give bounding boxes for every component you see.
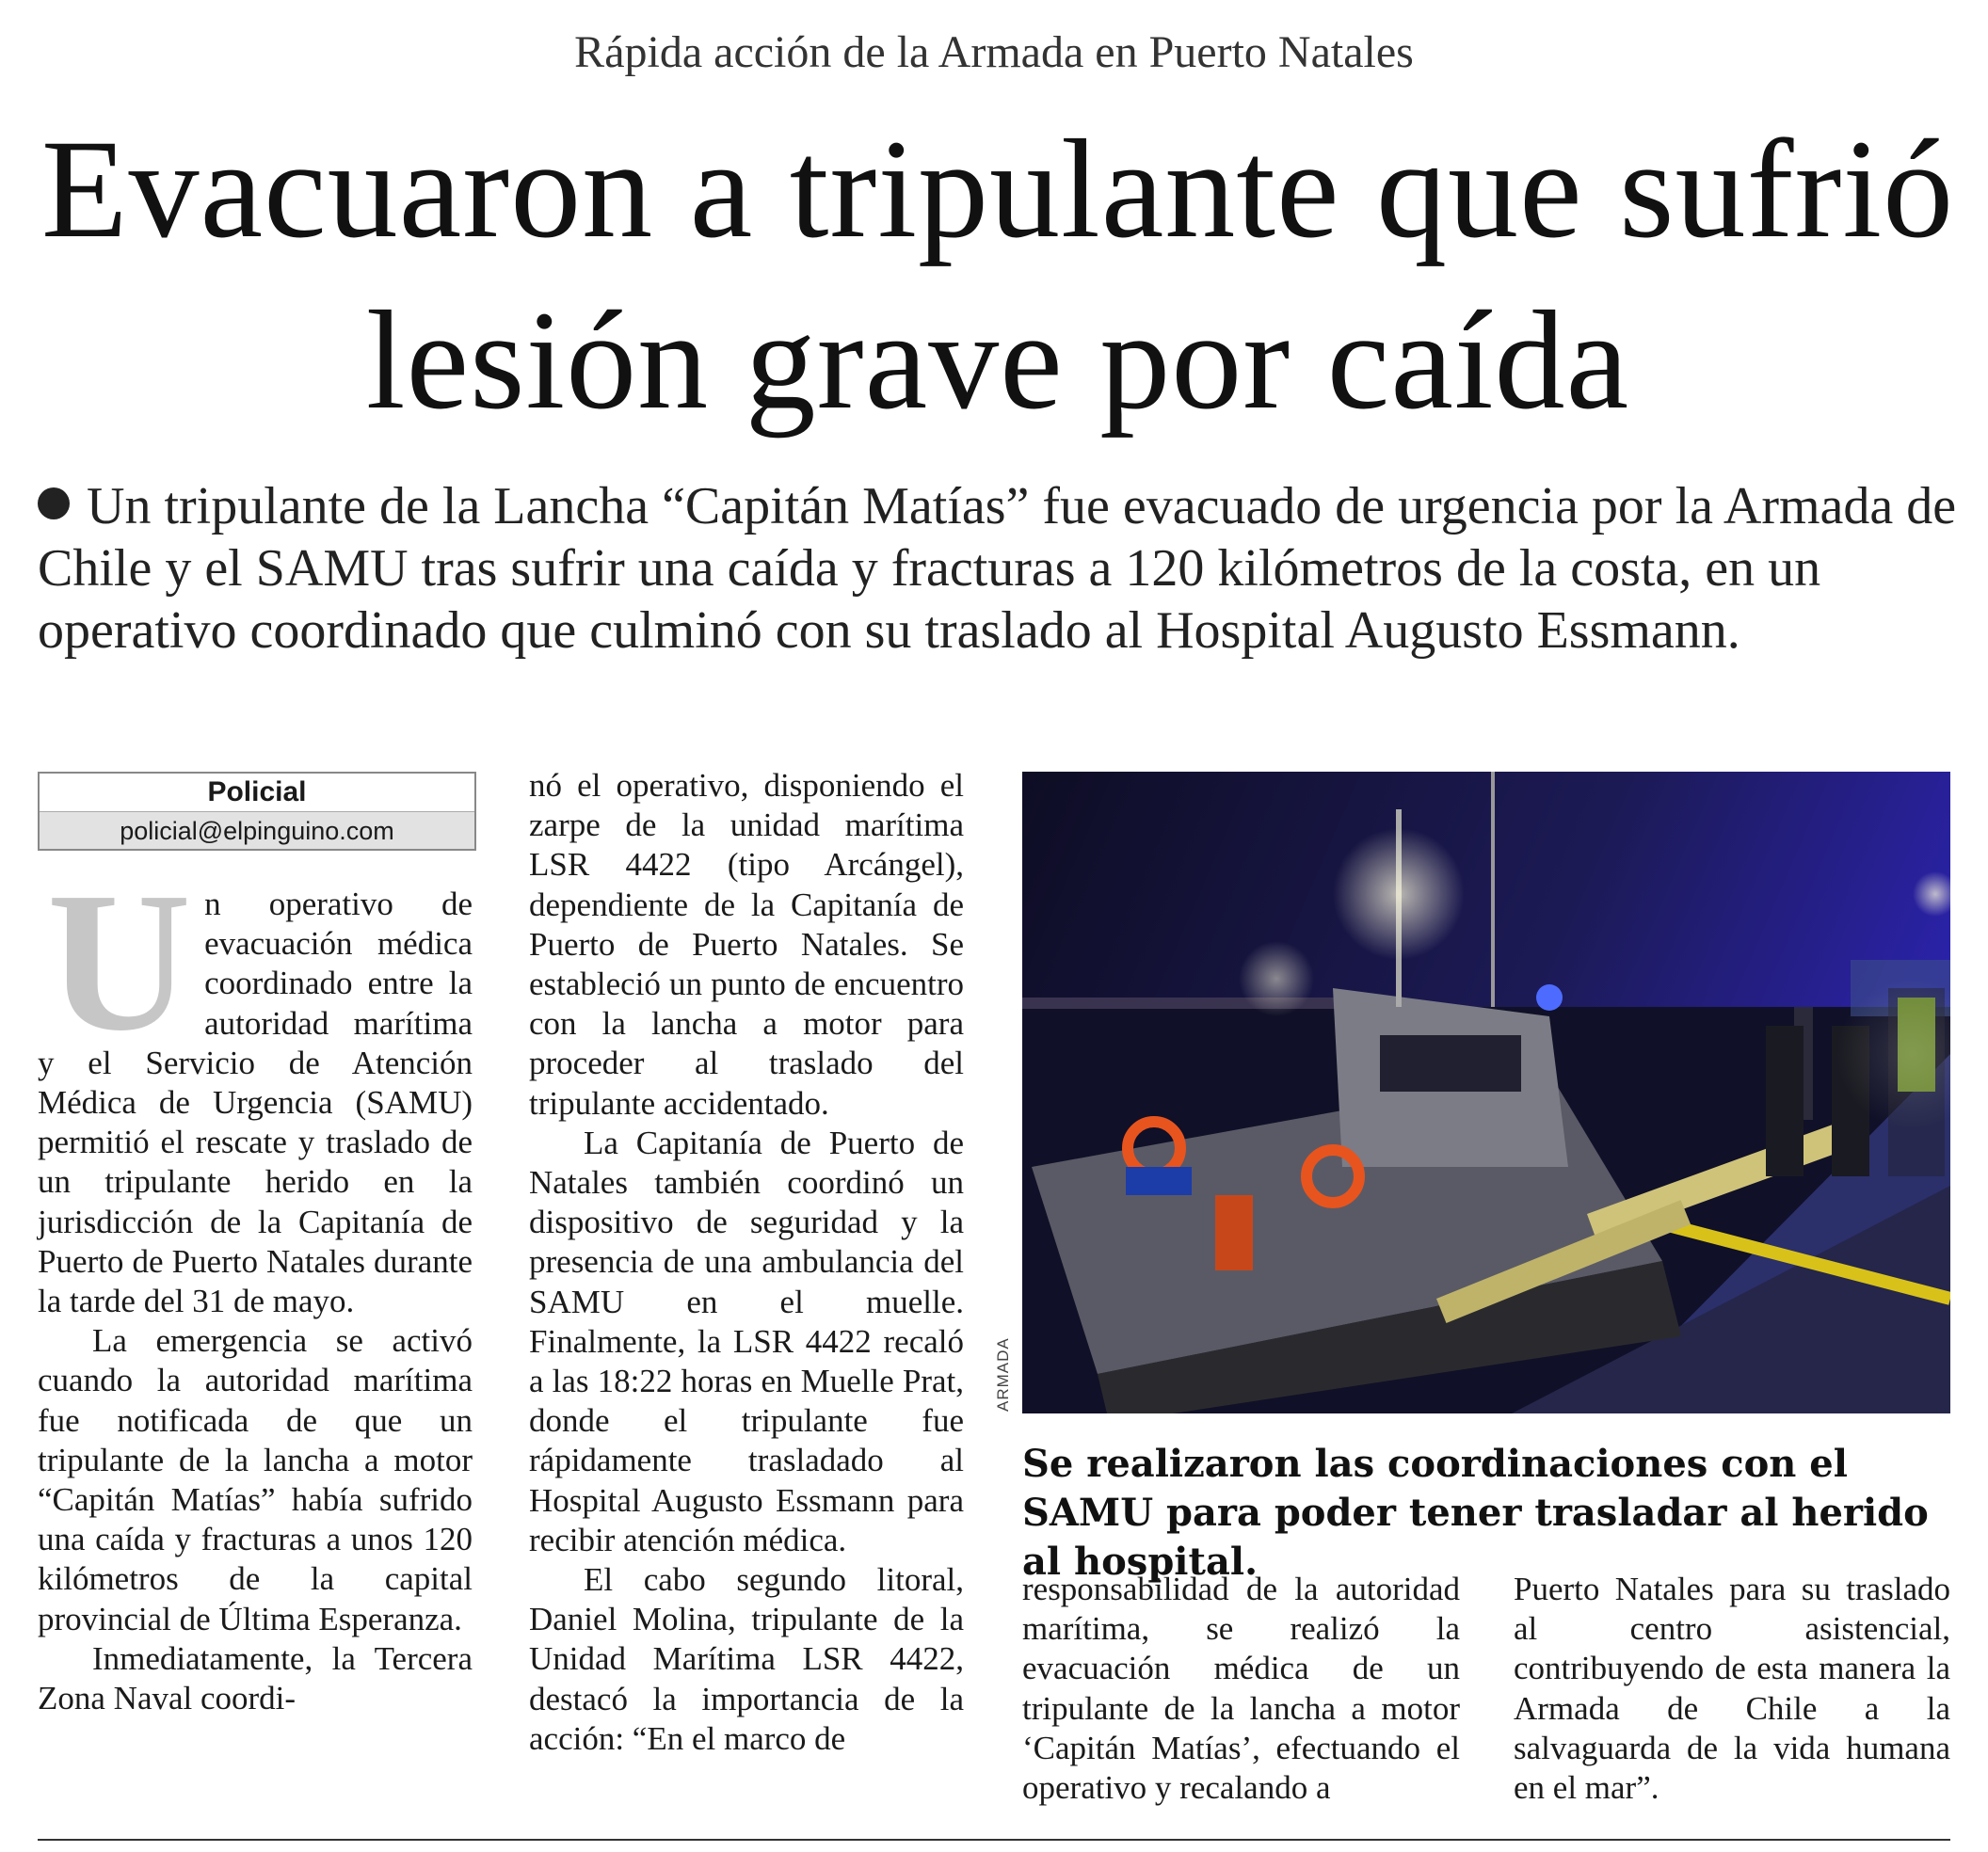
byline-email[interactable]: policial@elpinguino.com [120,817,394,845]
news-photo [1022,772,1950,1413]
paragraph-5-cont: responsabilidad de la autoridad marítima, se realizó la evacuación médica de un tripulante de la lancha a motor ‘Capitán Matías’, efectuando el operativo y recalando a [1022,1571,1460,1807]
paragraph-2: La emergencia se activó cuando la autoridad marítima fue notificada de que un tripulante de la lancha a motor “Capitán Matías” había sufrido una caída y fracturas a unos 120 kilómetros de la capital provincial de Última Esperanza. [38,1322,473,1637]
paragraph-5-start: El cabo segundo litoral, Daniel Molina, tripulante de la Unidad Marítima LSR 4422, destacó la importancia de la acción: “En el marco de [529,1561,964,1757]
kicker: Rápida acción de la Armada en Puerto Natales [574,27,1414,77]
photo-caption: Se realizaron las coordinaciones con el SAMU para poder tener trasladar al herido al hospital. [1022,1442,1929,1584]
lede [38,475,1958,662]
paragraph-5-end: Puerto Natales para su traslado al centro asistencial, contribuyendo de esta manera la Armada de Chile a la salvaguarda de la vida humana en el mar”. [1514,1571,1950,1807]
byline-section: Policial [40,774,474,812]
lede-text: Un tripulante de la Lancha “Capitán Matías” fue evacuado de urgencia por la Armada de Chile y el SAMU tras sufrir una caída y fracturas a 120 kilómetros de la costa, en un operativo coordinado que culminó con su traslado al Hospital Augusto Essmann. [38,477,1957,660]
bottom-rule [38,1839,1950,1841]
article-column-4 [1514,1570,1950,1808]
photo-credit: ARMADA [994,1337,1012,1412]
paragraph-1: Un operativo de evacuación médica coordinado entre la autoridad marítima y el Servicio de Atención Médica de Urgencia (SAMU) permitió el rescate y traslado de un tripulante herido en la jurisdicción de la Capitanía de Puerto de Puerto Natales durante la tarde del 31 de mayo. [38,851,473,1320]
photo-rescue-boat-illustration [1022,772,1950,1413]
paragraph-3-start: Inmediatamente, la Tercera Zona Naval coordi- [38,1639,473,1717]
paragraph-3-cont: nó el operativo, disponiendo el zarpe de la unidad marítima LSR 4422 (tipo Arcángel), dependiente de la Capitanía de Puerto de Puerto Natales. Se estableció un punto de encuentro con la lancha a motor para proceder al traslado del tripulante accidentado. [529,767,964,1122]
article-column-2 [529,766,964,1759]
bullet-dot-icon [38,487,70,519]
article-column-1 [38,851,473,1718]
byline-box [38,772,476,851]
paragraph-4: La Capitanía de Puerto de Natales también coordinó un dispositivo de seguridad y la presencia de una ambulancia del SAMU en el muelle. Finalmente, la LSR 4422 recaló a las 18:22 horas en Muelle Prat, donde el tripulante fue rápidamente trasladado al Hospital Augusto Essmann para recibir atención médica. [529,1124,964,1558]
headline: Evacuaron a tripulante que sufrió lesión grave por caída [40,111,1955,439]
article-column-3 [1022,1570,1460,1808]
drop-cap: U [47,851,192,1072]
